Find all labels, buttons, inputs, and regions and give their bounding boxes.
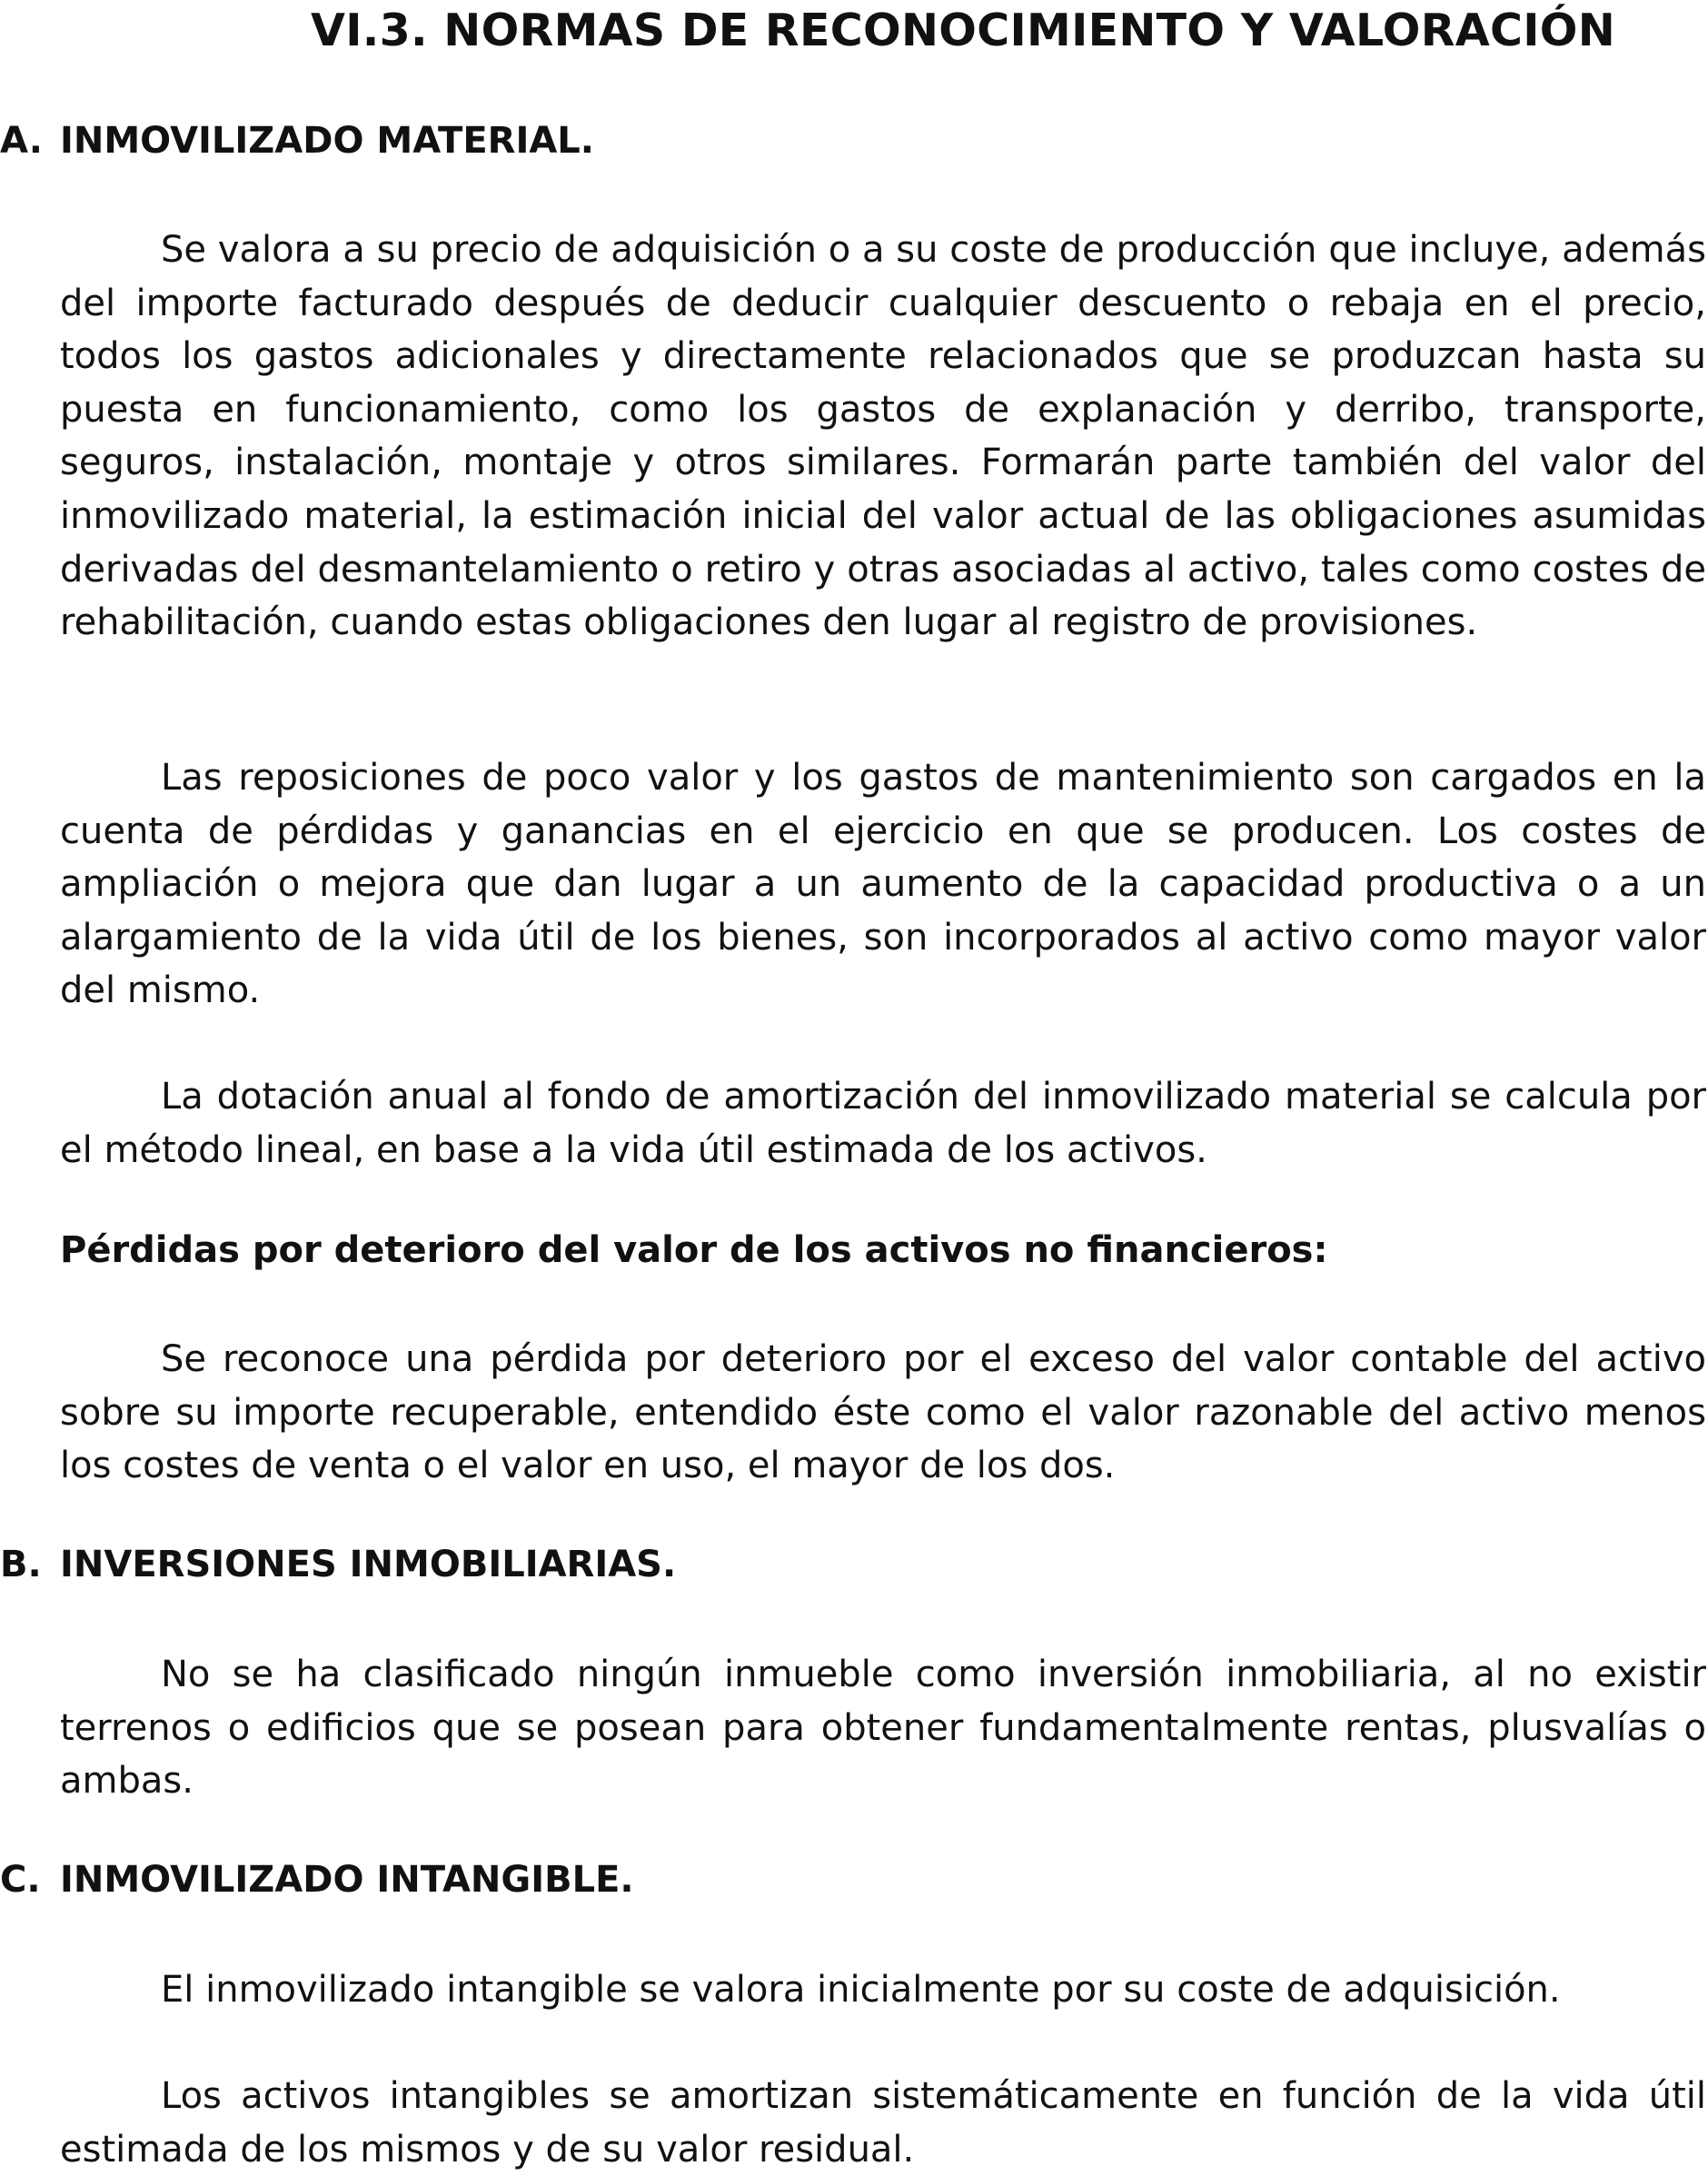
page-title: VI.3. NORMAS DE RECONOCIMIENTO Y VALORACIÓN (310, 5, 1616, 56)
section-letter: C. (0, 1859, 41, 1901)
paragraph: No se ha clasificado ningún inmueble como inversión inmobiliaria, al no existir terrenos o edificios que se posean para obtener fundamentalmente rentas, plusvalías o ambas. (60, 1654, 1706, 1803)
paragraph: El inmovilizado intangible se valora inicialmente por su coste de adquisición. (161, 1969, 1561, 2011)
section-heading-a (0, 114, 594, 167)
section-letter: A. (0, 120, 43, 162)
section-title: INVERSIONES INMOBILIARIAS. (60, 1544, 677, 1585)
section-letter: B. (0, 1544, 42, 1585)
section-heading-c (0, 1853, 634, 1906)
paragraph: Los activos intangibles se amortizan sistemáticamente en función de la vida útil estimada de los mismos y de su valor residual. (60, 2075, 1706, 2171)
section-title: INMOVILIZADO INTANGIBLE. (60, 1859, 634, 1901)
paragraph: Se reconoce una pérdida por deterioro por el exceso del valor contable del activo sobre su importe recuperable, entendido éste como el valor razonable del activo menos los costes de venta o el valor en uso, el mayor de los dos. (60, 1338, 1706, 1487)
subsection-heading: Pérdidas por deterioro del valor de los activos no financieros: (60, 1229, 1328, 1271)
paragraph: La dotación anual al fondo de amortización del inmovilizado material se calcula por el método lineal, en base a la vida útil estimada de los activos. (60, 1076, 1706, 1171)
paragraph: Se valora a su precio de adquisición o a su coste de producción que incluye, además del importe facturado después de deducir cualquier descuento o rebaja en el precio, todos los gastos adicionales y directamente relacionados que se produzcan hasta su puesta en funcionamiento, como los gastos de explanación y derribo, transporte, seguros, instalación, montaje y otros similares. Formarán parte también del valor del inmovilizado material, la estimación inicial del valor actual de las obligaciones asumidas derivadas del desmantelamiento o retiro y otras asociadas al activo, tales como costes de rehabilitación, cuando estas obligaciones den lugar al registro de provisiones. (60, 229, 1706, 644)
section-title: INMOVILIZADO MATERIAL. (60, 120, 594, 162)
section-heading-b (0, 1538, 676, 1591)
paragraph: Las reposiciones de poco valor y los gastos de mantenimiento son cargados en la cuenta de pérdidas y ganancias en el ejercicio en que se producen. Los costes de ampliación o mejora que dan lugar a un aumento de la capacidad productiva o a un alargamiento de la vida útil de los bienes, son incorporados al activo como mayor valor del mismo. (60, 757, 1706, 1012)
